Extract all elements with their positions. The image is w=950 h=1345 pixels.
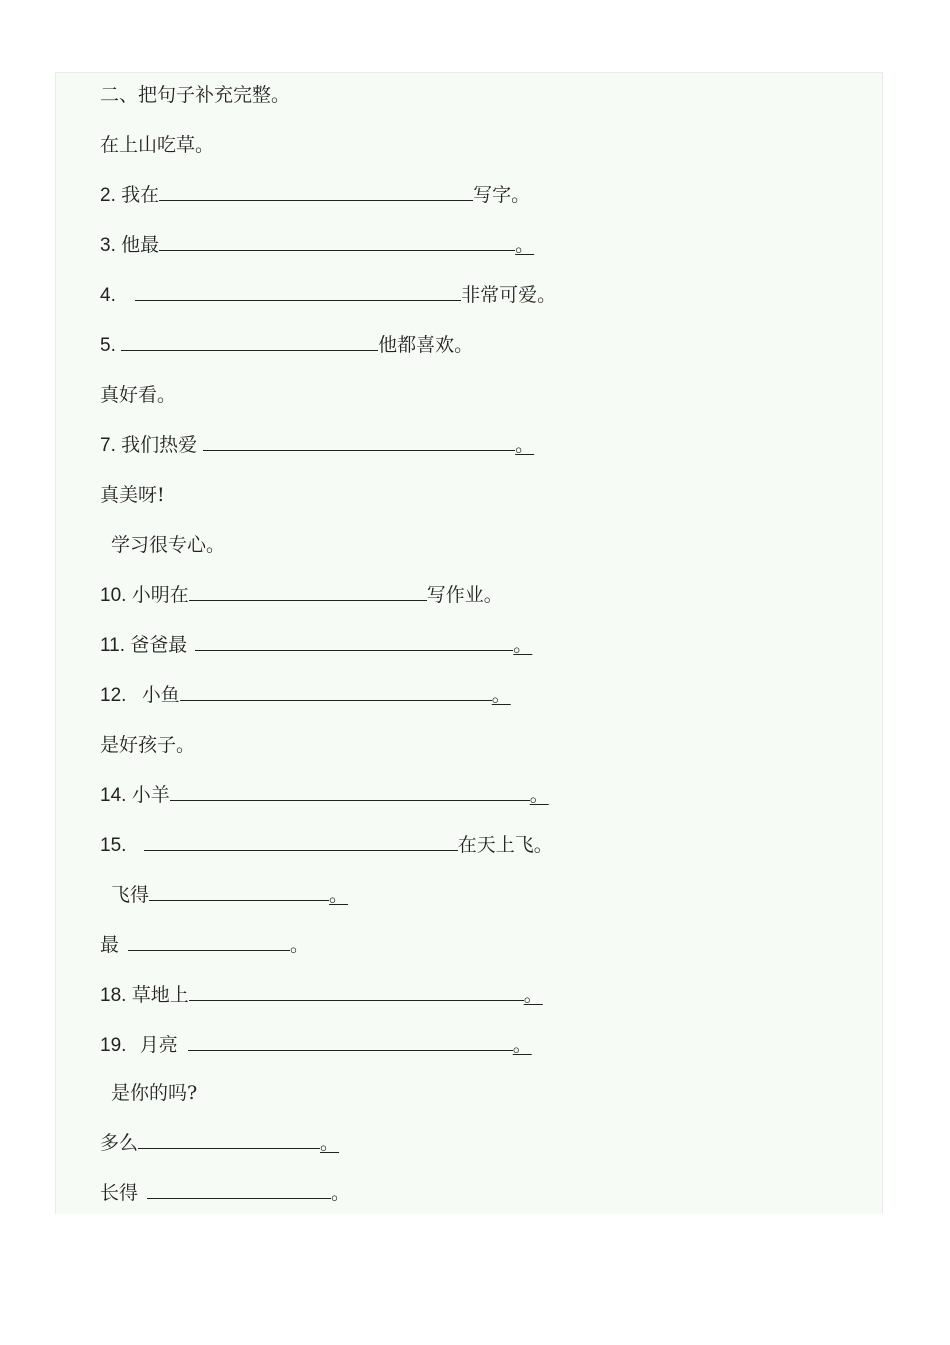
- item-number: 4.: [100, 285, 122, 306]
- sentence-prefix: 爸爸最: [130, 634, 188, 656]
- sentence-22: [100, 1178, 350, 1208]
- sentence-13: [100, 730, 195, 760]
- sentence-7: [100, 430, 534, 460]
- answer-blank[interactable]: [128, 930, 290, 951]
- sentence-suffix: 写作业。: [426, 584, 503, 606]
- answer-blank[interactable]: [144, 830, 458, 851]
- item-number: 15.: [100, 835, 132, 856]
- sentence-4: [100, 280, 556, 310]
- sentence-12: [100, 680, 511, 710]
- sentence-10: [100, 580, 503, 610]
- sentence-suffix: 。: [529, 784, 549, 806]
- item-number: 5.: [100, 335, 122, 356]
- sentence-suffix: 。: [515, 434, 535, 456]
- sentence-prefix: 我在: [121, 184, 160, 206]
- answer-blank[interactable]: [180, 680, 492, 701]
- item-number: 11.: [100, 635, 131, 656]
- item-number: 7.: [100, 435, 122, 456]
- sentence-text: 真美呀!: [100, 484, 165, 506]
- sentence-suffix: 。: [515, 234, 535, 256]
- sentence-suffix: 。: [523, 984, 543, 1006]
- answer-blank[interactable]: [195, 630, 513, 651]
- sentence-suffix: 。: [512, 1034, 532, 1056]
- sentence-suffix: 。: [331, 1182, 351, 1204]
- sentence-text: 学习很专心。: [111, 534, 226, 556]
- sentence-2: [100, 180, 530, 210]
- sentence-prefix: 多么: [100, 1132, 139, 1154]
- sentence-14: [100, 780, 549, 810]
- sentence-suffix: 。: [513, 634, 533, 656]
- sentence-5: [100, 330, 473, 360]
- answer-blank[interactable]: [121, 330, 378, 351]
- answer-blank[interactable]: [203, 430, 515, 451]
- sentence-suffix: 。: [329, 884, 349, 906]
- answer-blank[interactable]: [170, 780, 530, 801]
- sentence-suffix: 。: [491, 684, 511, 706]
- sentence-17: [100, 930, 309, 960]
- section-title: 二、把句子补充完整。: [100, 84, 291, 106]
- item-number: 12.: [100, 685, 132, 706]
- answer-blank[interactable]: [147, 1178, 331, 1199]
- item-number: 10.: [100, 585, 132, 606]
- sentence-suffix: 写字。: [473, 184, 531, 206]
- answer-blank[interactable]: [159, 230, 515, 251]
- sentence-9: [100, 530, 225, 560]
- sentence-suffix: 非常可爱。: [461, 284, 557, 306]
- answer-blank[interactable]: [189, 580, 427, 601]
- answer-blank[interactable]: [189, 980, 524, 1001]
- item-number: 3.: [100, 235, 122, 256]
- item-number: 14.: [100, 785, 132, 806]
- item-number: 2.: [100, 185, 122, 206]
- item-number: 19.: [100, 1035, 132, 1056]
- sentence-21: [100, 1128, 339, 1158]
- sentence-suffix: 。: [290, 934, 310, 956]
- sentence-15: [100, 830, 553, 860]
- sentence-8: [100, 480, 165, 510]
- sentence-11: [100, 630, 532, 660]
- sentence-20: [100, 1078, 197, 1108]
- answer-blank[interactable]: [149, 880, 329, 901]
- item-number: 18.: [100, 985, 132, 1006]
- sentence-prefix: 小明在: [131, 584, 189, 606]
- sentence-prefix: 飞得: [111, 884, 150, 906]
- sentence-text: 在上山吃草。: [100, 134, 215, 156]
- sentence-prefix: 草地上: [131, 984, 189, 1006]
- sentence-text: 是好孩子。: [100, 734, 196, 756]
- sentence-suffix: 。: [320, 1132, 340, 1154]
- sentence-prefix: 月亮: [139, 1034, 178, 1056]
- answer-blank[interactable]: [159, 180, 473, 201]
- sentence-suffix: 他都喜欢。: [378, 334, 474, 356]
- sentence-prefix: 他最: [121, 234, 160, 256]
- sentence-1: [100, 130, 214, 160]
- answer-blank[interactable]: [188, 1030, 513, 1051]
- sentence-prefix: 小羊: [131, 784, 170, 806]
- sentence-text: 是你的吗?: [111, 1082, 198, 1104]
- sentence-prefix: 长得: [100, 1182, 139, 1204]
- sentence-text: 真好看。: [100, 384, 177, 406]
- sentence-16: [100, 880, 348, 910]
- sentence-19: [100, 1030, 532, 1060]
- sentence-prefix: 我们热爱: [121, 434, 198, 456]
- answer-blank[interactable]: [135, 280, 461, 301]
- sentence-prefix: 最: [100, 934, 120, 956]
- sentence-suffix: 在天上飞。: [457, 834, 553, 856]
- sentence-prefix: 小鱼: [141, 684, 180, 706]
- sentence-3: [100, 230, 534, 260]
- answer-blank[interactable]: [138, 1128, 320, 1149]
- sentence-6: [100, 380, 176, 410]
- sentence-18: [100, 980, 543, 1010]
